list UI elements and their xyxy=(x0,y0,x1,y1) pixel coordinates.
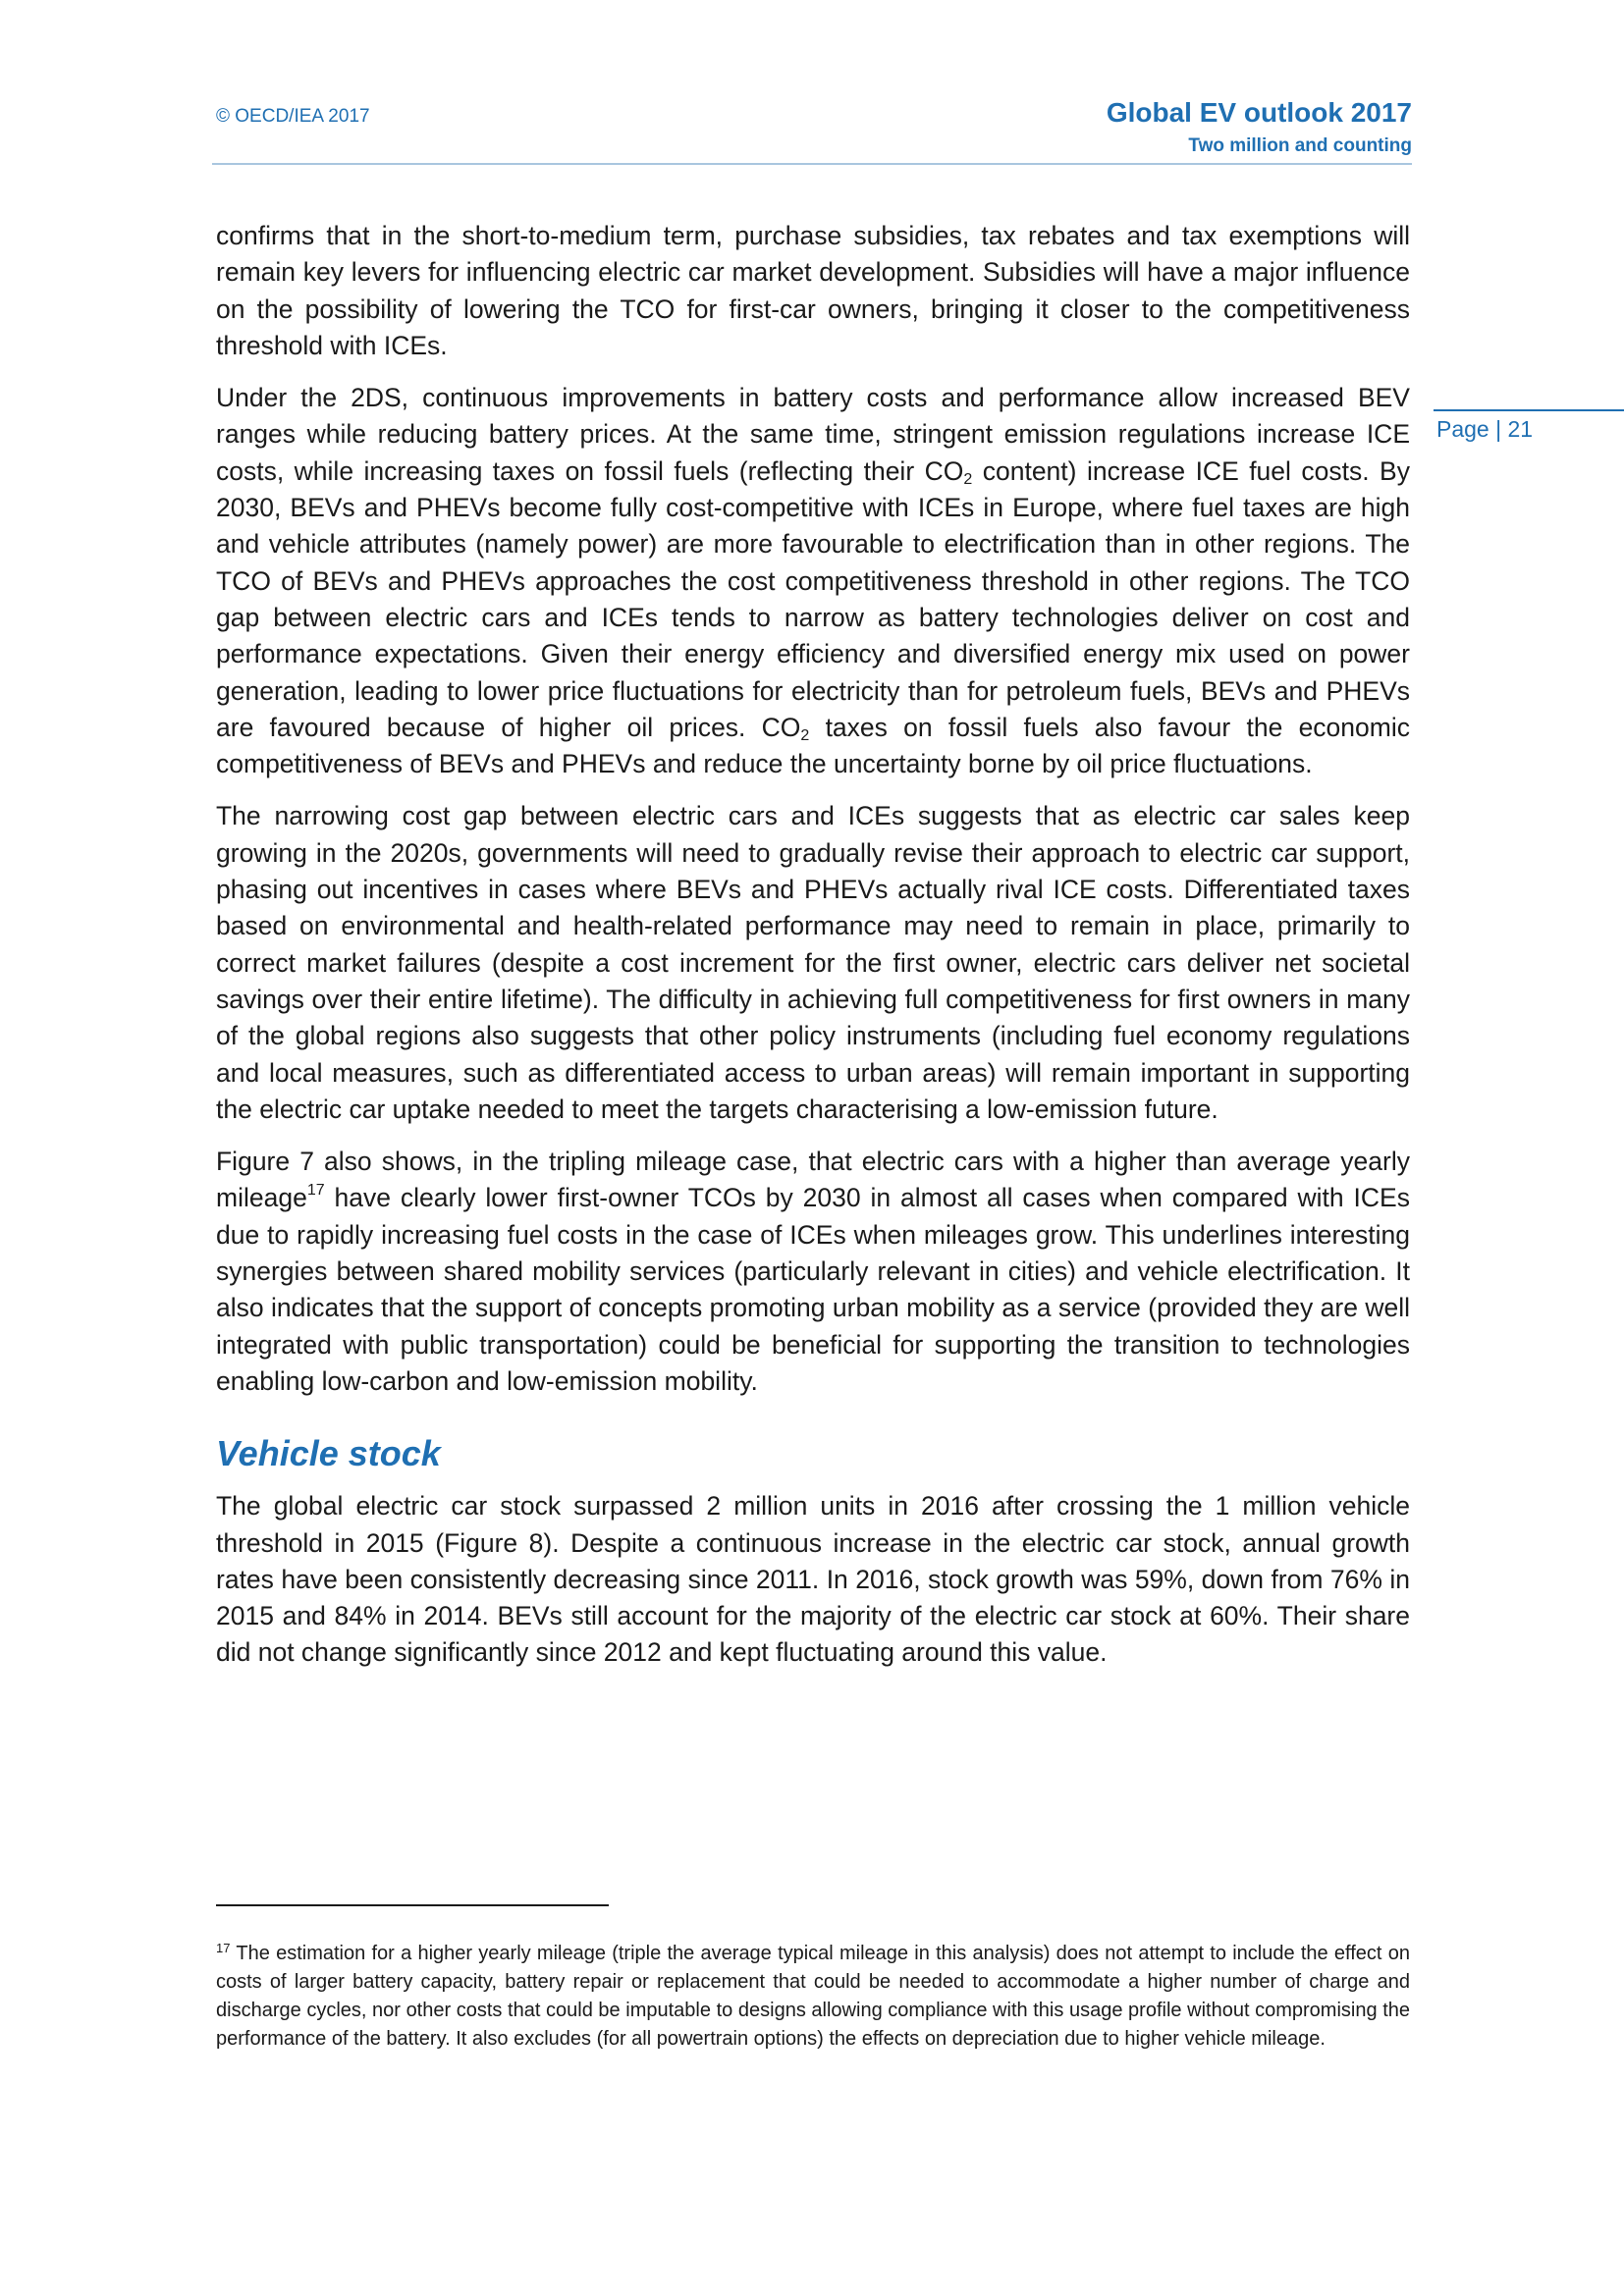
paragraph-2ds: Under the 2DS, continuous improvements in battery costs and performance allow increased BEV ranges while reducing battery prices. At the same time, stringent emission regulations increase ICE costs, while increasing taxes on fossil fuels (reflecting their $CO_2$ content) increase ICE fuel costs. By 2030, BEVs and PHEVs become fully cost-competitive with ICEs in Europe, where fuel taxes are high and vehicle attributes (namely power) are more favourable to electrification than in other regions. The TCO of BEVs and PHEVs approaches the cost competitiveness threshold in other regions. The TCO gap between electric cars and ICEs tends to narrow as battery technologies deliver on cost and performance expectations. Given their energy efficiency and diversified energy mix used on power generation, leading to lower price fluctuations for electricity than for petroleum fuels, BEVs and PHEVs are favoured because of higher oil prices. $CO_2$ taxes on fossil fuels also favour the economic competitiveness of BEVs and PHEVs and reduce the uncertainty borne by oil price fluctuations. xyxy=(216,383,1410,779)
report-title: Global EV outlook 2017 xyxy=(1106,97,1412,128)
footnote-marker: 17 xyxy=(216,1941,231,1955)
copyright-notice: © OECD/IEA 2017 xyxy=(216,106,370,127)
footnote-reference[interactable]: 17 xyxy=(306,1182,325,1200)
body-text xyxy=(216,218,1410,1687)
header-divider xyxy=(212,163,1412,165)
paragraph-cost-gap: The narrowing cost gap between electric cars and ICEs suggests that as electric car sales keep growing in the 2020s, governments will need to gradually revise their approach to electric car support, phasing out incentives in cases where BEVs and PHEVs actually rival ICE costs. Differentiated taxes based on environmental and health-related performance may need to remain in place, primarily to correct market failures (despite a cost increment for the first owner, electric cars deliver net societal savings over their entire lifetime). The difficulty in achieving full competitiveness for first owners in many of the global regions also suggests that other policy instruments (including fuel economy regulations and local measures, such as differentiated access to urban areas) will remain important in supporting the electric car uptake needed to meet the targets characterising a low-emission future. xyxy=(216,801,1410,1124)
paragraph-vehicle-stock: The global electric car stock surpassed 2 million units in 2016 after crossing the 1 million vehicle threshold in 2015 (Figure 8). Despite a continuous increase in the electric car stock, annual growth rates have been consistently decreasing since 2011. In 2016, stock growth was 59%, down from 76% in 2015 and 84% in 2014. BEVs still account for the majority of the electric car stock at 60%. Their share did not change significantly since 2012 and kept fluctuating around this value. xyxy=(216,1491,1410,1668)
paragraph-subsidies: confirms that in the short-to-medium term, purchase subsidies, tax rebates and tax exemptions will remain key levers for influencing electric car market development. Subsidies will have a major influence on the possibility of lowering the TCO for first-car owners, bringing it closer to the competitiveness threshold with ICEs. xyxy=(216,221,1410,360)
section-heading-vehicle-stock: Vehicle stock xyxy=(216,1433,441,1474)
page-number: Page | 21 xyxy=(1436,416,1534,442)
report-subtitle: Two million and counting xyxy=(1188,134,1412,156)
page-number-divider xyxy=(1434,409,1624,411)
running-header xyxy=(1107,96,1412,157)
paragraph-figure-7: Figure 7 also shows, in the tripling mileage case, that electric cars with a higher than average yearly mileage$^{17}$ have clearly lower first-owner TCOs by 2030 in almost all cases when compared with ICEs due to rapidly increasing fuel costs in the case of ICEs when mileages grow. This underlines interesting synergies between shared mobility services (particularly relevant in cities) and vehicle electrification. It also indicates that the support of concepts promoting urban mobility as a service (provided they are well integrated with public transportation) could be beneficial for supporting the transition to technologies enabling low-carbon and low-emission mobility. xyxy=(216,1147,1410,1396)
footnote-divider xyxy=(216,1904,609,1906)
footnote-17: $^{17}$ The estimation for a higher yearly mileage (triple the average typical mileage in this analysis) does not attempt to include the effect on costs of larger battery capacity, battery repair or replacement that could be needed to accommodate a higher number of charge and discharge cycles, nor other costs that could be imputable to designs allowing compliance with this usage profile without compromising the performance of the battery. It also excludes (for all powertrain options) the effects on depreciation due to higher vehicle mileage. xyxy=(216,1941,1410,2050)
